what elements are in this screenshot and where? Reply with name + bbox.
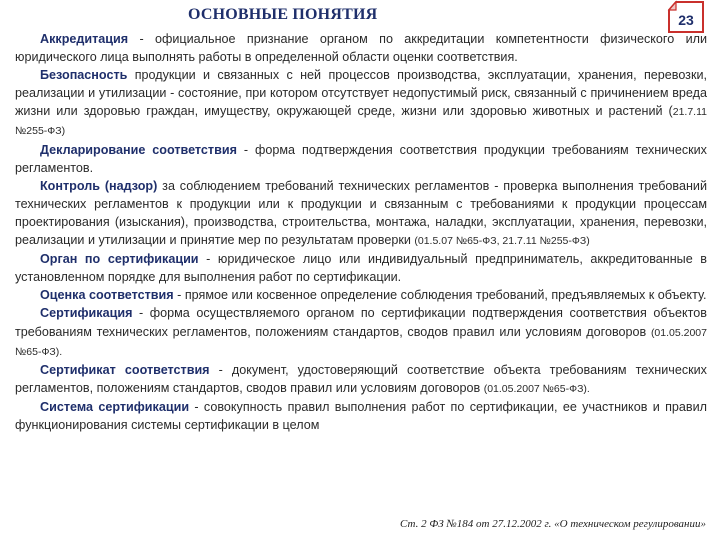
definition-text: продукции и связанных с ней процессов производства, эксплуатации, хранения, перевозки, реализации и утилизации - состояние, при котором отсутствует недопустимый риск, связанный с причинением вреда жизни или здоровью граждан, имуществу, окружающей среде, жизни или здоровью животных и растений ( — [15, 68, 707, 119]
definition-text: - официальное признание органом по аккредитации компетентности физического или юридического лица выполнять работы в определенной области оценки соответствия. — [15, 32, 707, 65]
definition-text: за соблюдением требований технических регламентов - проверка выполнения требований технических регламентов к продукции или к продукции и связанным с требованиями к продукции процессам проектирования (изыскания), производства, строительства, монтажа, наладки, эксплуатации, хранения, перевозки, реализации и утилизации и принятие мер по результатам проверки — [15, 178, 707, 248]
definition-term: Оценка соответствия — [40, 288, 174, 303]
definition-term: Декларирование соответствия — [40, 142, 237, 157]
definition-item — [15, 250, 707, 286]
definition-text: - документ, удостоверяющий соответствие объекта требованиям технических регламентов, положениям стандартов, сводов правил или условиям договоров — [15, 362, 707, 395]
definition-item — [15, 30, 707, 66]
definition-item — [15, 304, 707, 360]
definition-term: Сертификат соответствия — [40, 362, 210, 377]
definition-item — [15, 66, 707, 140]
definition-term: Контроль (надзор) — [40, 178, 158, 193]
slide-title: ОСНОВНЫЕ ПОНЯТИЯ — [188, 6, 378, 23]
definition-term: Аккредитация — [40, 32, 129, 46]
definition-term: Безопасность — [40, 68, 128, 83]
definition-reference: 21.7.11 №255-ФЗ) — [15, 106, 707, 138]
definition-text: - юридическое лицо или индивидуальный предприниматель, аккредитованные в установленном порядке для выполнения работ по сертификации. — [15, 252, 707, 285]
definitions-list — [15, 30, 707, 434]
definition-item — [15, 177, 707, 250]
definition-reference: (01.05.2007 №65-ФЗ). — [15, 326, 707, 358]
definition-text: - прямое или косвенное определение соблюдения требований, предъявляемых к объекту. — [173, 288, 707, 303]
definition-reference: (01.05.2007 №65-ФЗ). — [483, 382, 590, 395]
definition-item — [15, 141, 707, 177]
source-citation: Ст. 2 ФЗ №184 от 27.12.2002 г. «О техническом регулировании» — [400, 518, 706, 530]
definition-item — [15, 361, 707, 398]
definition-text: - форма осуществляемого органом по сертификации подтверждения соответствия объектов требованиям технических регламентов, положениям стандартов, сводов правил или условиям договоров — [15, 306, 707, 339]
definition-term: Сертификация — [40, 306, 133, 321]
definition-text: - форма подтверждения соответствия продукции требованиям технических регламентов. — [15, 142, 707, 175]
page-number: 23 — [678, 12, 694, 28]
definition-term: Орган по сертификации — [40, 252, 199, 267]
definition-item — [15, 398, 707, 434]
definition-reference: (01.5.07 №65-ФЗ, 21.7.11 №255-ФЗ) — [414, 235, 590, 248]
definition-item — [15, 286, 707, 304]
definition-text: - совокупность правил выполнения работ по сертификации, ее участников и правил функционирования системы сертификации в целом — [15, 399, 707, 432]
definition-term: Система сертификации — [40, 399, 190, 414]
